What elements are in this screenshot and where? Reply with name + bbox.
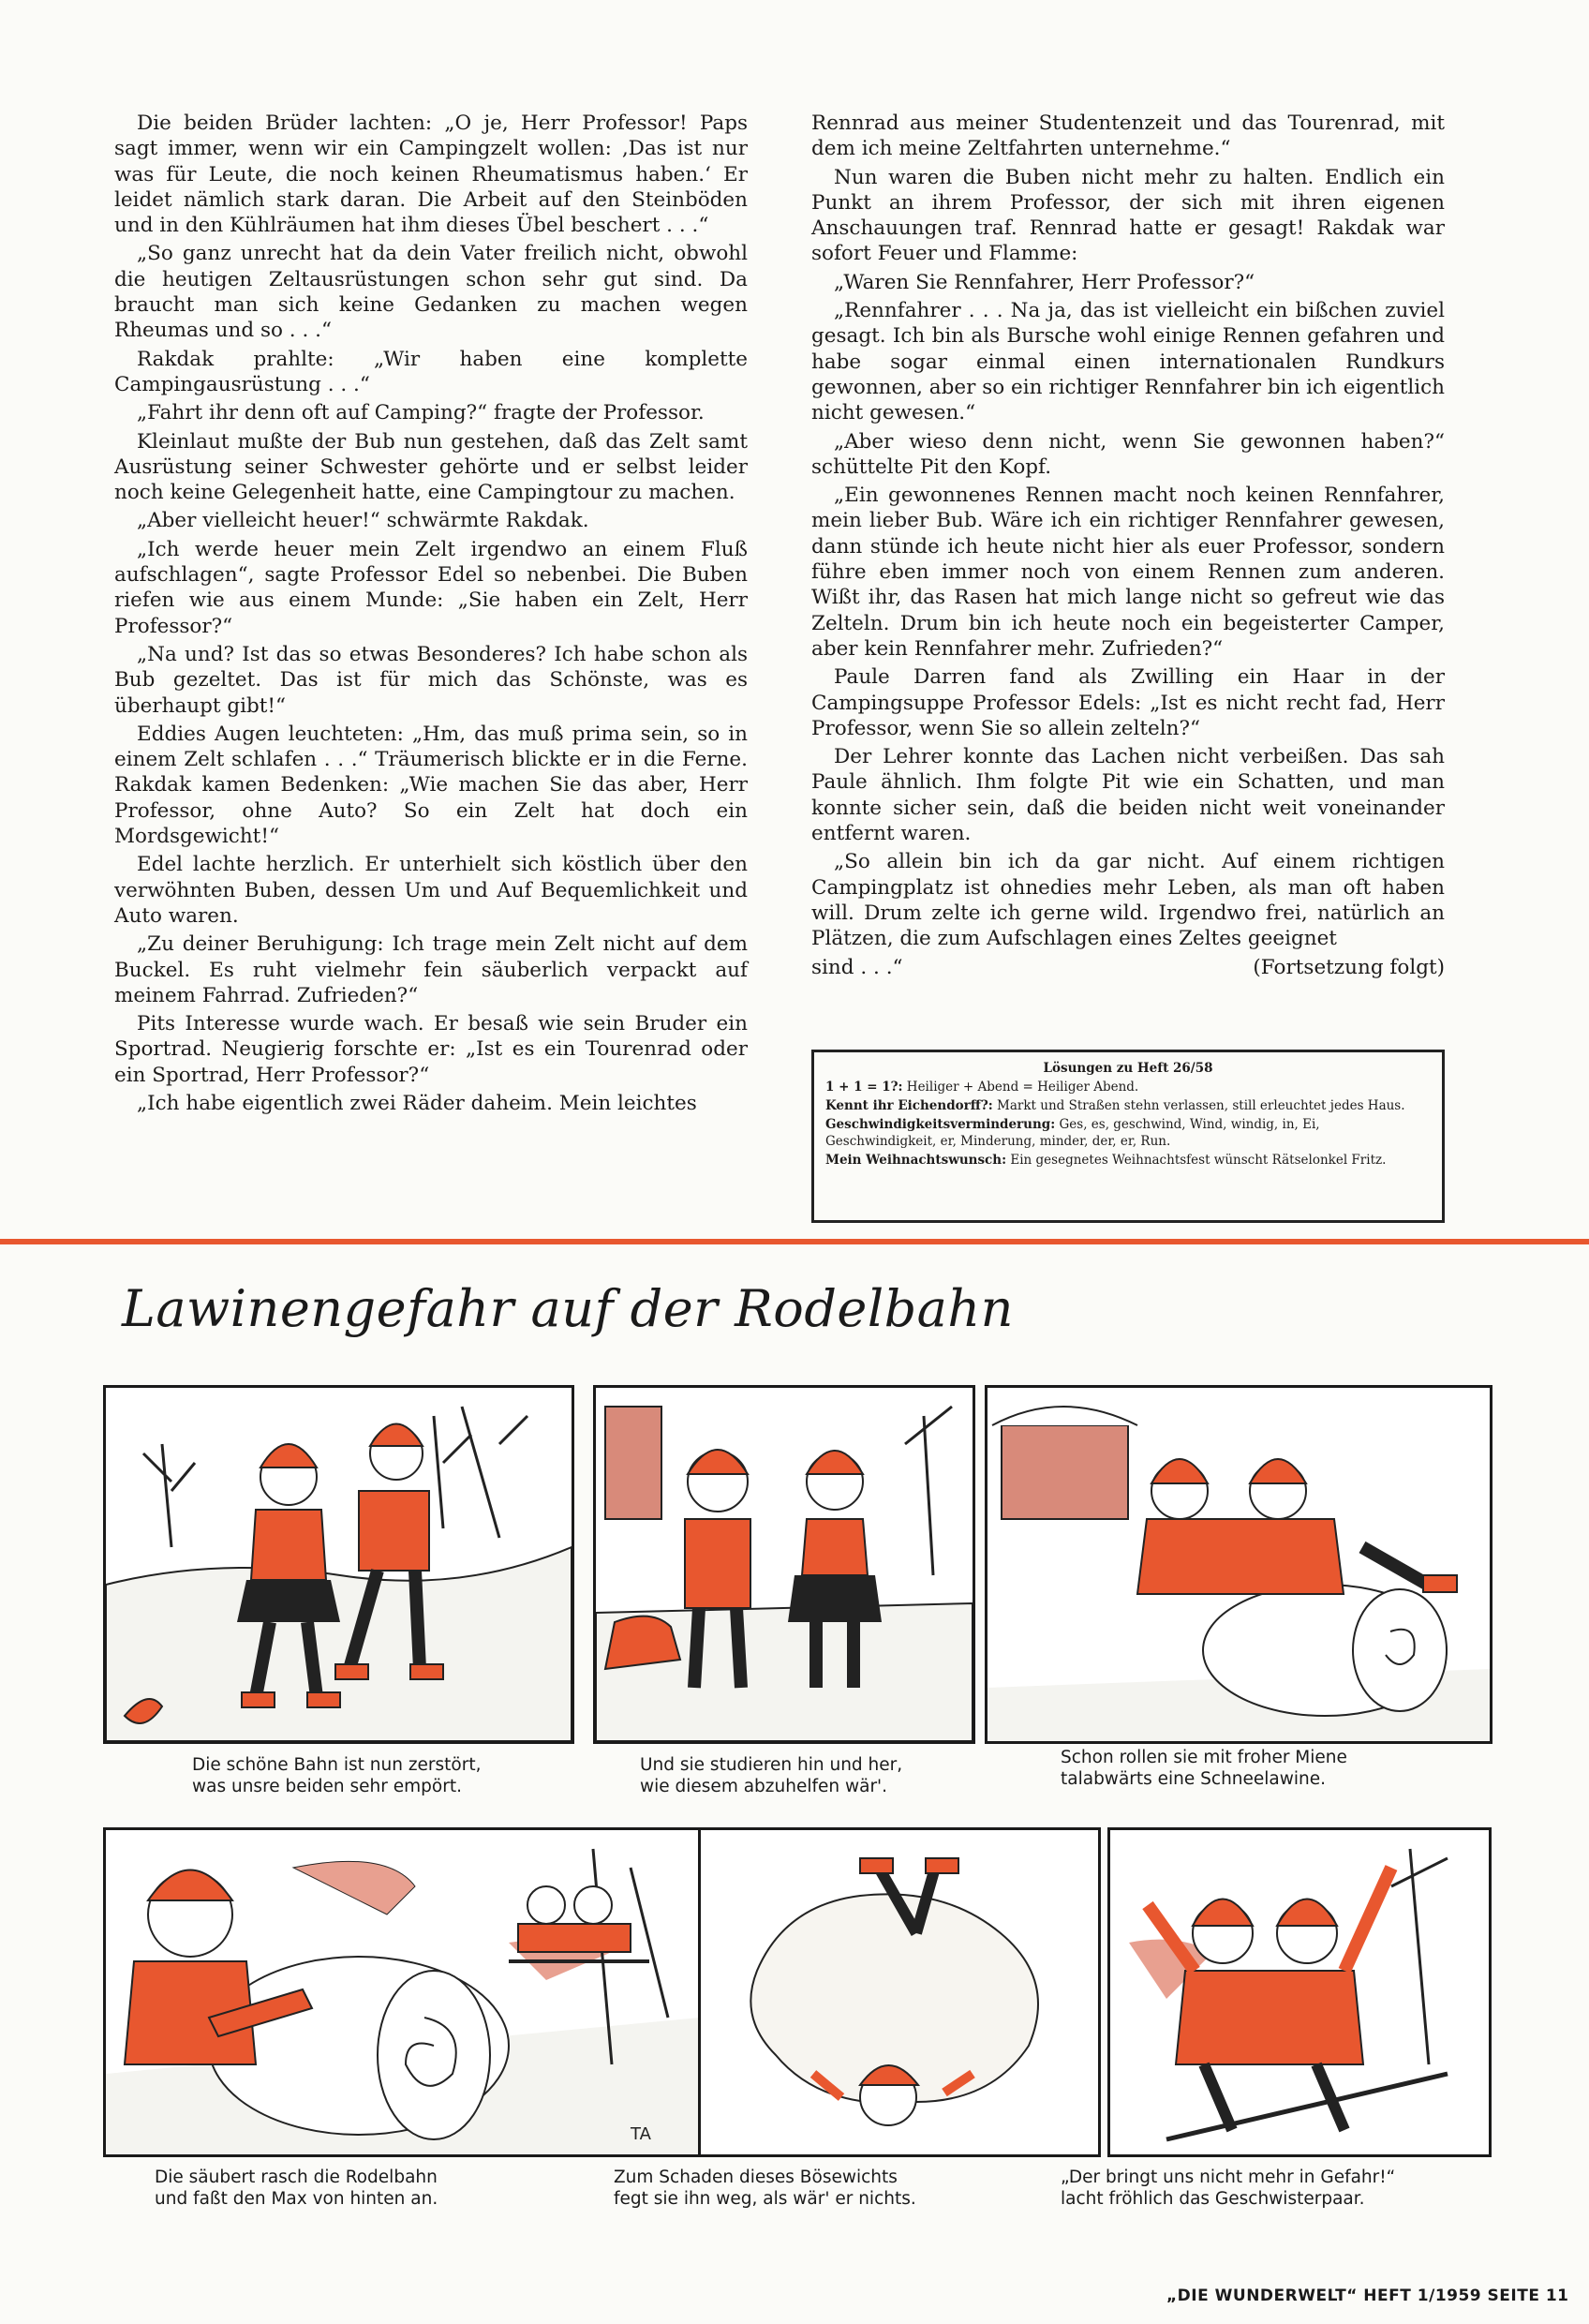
solution-text: Ges, es, geschwind, Wind, windig, in, Ei, Geschwindigkeit, er, Minderung, minder, der, er, Run. — [825, 1117, 1320, 1149]
solution-key: 1 + 1 = 1?: — [825, 1080, 903, 1095]
caption-line: Zum Schaden dieses Bösewichts — [614, 2168, 898, 2187]
caption-line: Schon rollen sie mit froher Miene — [1061, 1748, 1347, 1767]
paragraph: „Na und? Ist das so etwas Besonderes? Ich habe schon als Bub gezeltet. Das ist für mich das Schönste, was es überhaupt gibt!“ — [114, 642, 748, 718]
paragraph: Der Lehrer konnte das Lachen nicht verbeißen. Das sah Paule ähnlich. Ihm folgte Pit wie ein Schatten, und man konnte sicher sein, daß die beiden nicht weit voneinander entfernt waren. — [811, 745, 1445, 846]
solution-item — [825, 1079, 1431, 1095]
article-left-column — [114, 111, 748, 1119]
solution-key: Kennt ihr Eichendorff?: — [825, 1098, 993, 1113]
comic-caption-1 — [192, 1754, 481, 1797]
paragraph: „So ganz unrecht hat da dein Vater freilich nicht, obwohl die heutigen Zeltausrüstungen schon sehr gut sind. Da braucht man sich keine Gedanken zu machen wegen Rheumas und so . . .“ — [114, 242, 748, 343]
caption-line: wie diesem abzuhelfen wär'. — [640, 1777, 888, 1796]
comic-illustration — [596, 1388, 973, 1741]
section-divider — [0, 1239, 1589, 1244]
paragraph: „Rennfahrer . . . Na ja, das ist vielleicht ein bißchen zuviel gesagt. Ich bin als Bursche wohl einige Rennen gefahren und habe sogar einmal einen internationalen Rundkurs gewonnen, aber so ein richtiger Rennfahrer bin ich eigentlich nicht gewesen.“ — [811, 299, 1445, 425]
solution-key: Geschwindigkeitsverminderung: — [825, 1117, 1056, 1132]
caption-line: Und sie studieren hin und her, — [640, 1755, 903, 1775]
comic-caption-2 — [640, 1754, 902, 1797]
solution-item — [825, 1116, 1431, 1150]
comic-caption-3 — [1061, 1747, 1347, 1790]
solutions-box — [811, 1050, 1445, 1223]
comic-caption-4 — [155, 2167, 438, 2210]
paragraph: „Aber vielleicht heuer!“ schwärmte Rakdak. — [137, 509, 589, 533]
comic-caption-5 — [614, 2167, 916, 2210]
comic-illustration — [988, 1388, 1490, 1741]
paragraph: Die beiden Brüder lachten: „O je, Herr Professor! Paps sagt immer, wenn wir ein Campingzelt wollen: ‚Das ist nur was für Leute, die noch keinen Rheumatismus haben.‘ Er leidet nämlich stark daran. Die Arbeit auf den Steinböden und in den Kühlräumen hat ihm dieses Übel beschert . . .“ — [114, 112, 748, 238]
comic-panel-6 — [1107, 1827, 1492, 2157]
comic-panel-3 — [985, 1385, 1492, 1744]
caption-line: und faßt den Max von hinten an. — [155, 2189, 438, 2209]
comic-panel-4 — [103, 1827, 703, 2157]
continuation-line — [811, 955, 1445, 980]
caption-line: was unsre beiden sehr empört. — [192, 1777, 462, 1796]
comic-illustration — [106, 1388, 572, 1741]
comic-illustration — [106, 1830, 700, 2154]
paragraph: „Ich habe eigentlich zwei Räder daheim. Mein leichtes — [137, 1091, 697, 1115]
caption-line: fegt sie ihn weg, als wär' er nichts. — [614, 2189, 916, 2209]
paragraph: „Fahrt ihr denn oft auf Camping?“ fragte der Professor. — [137, 401, 705, 425]
caption-line: lacht fröhlich das Geschwisterpaar. — [1061, 2189, 1365, 2209]
caption-line: „Der bringt uns nicht mehr in Gefahr!“ — [1061, 2168, 1396, 2187]
paragraph: „Waren Sie Rennfahrer, Herr Professor?“ — [834, 270, 1255, 294]
solution-key: Mein Weihnachtswunsch: — [825, 1153, 1007, 1168]
paragraph: Eddies Augen leuchteten: „Hm, das muß prima sein, so in einem Zelt schlafen . . .“ Träumerisch blickte er in die Ferne. Rakdak kamen Bedenken: „Wie machen Sie das aber, Herr Professor, ohne Auto? So ein Zelt hat doch ein Mordsgewicht!“ — [114, 722, 748, 849]
page-footer: „DIE WUNDERWELT“ HEFT 1/1959 SEITE 11 — [1166, 2287, 1569, 2305]
comic-panel-5 — [698, 1827, 1101, 2157]
caption-line: Die schöne Bahn ist nun zerstört, — [192, 1755, 482, 1775]
paragraph: Kleinlaut mußte der Bub nun gestehen, daß das Zelt samt Ausrüstung seiner Schwester gehörte und er selbst leider noch keine Gelegenheit hatte, eine Campingtour zu machen. — [114, 429, 748, 505]
comic-panel-2 — [593, 1385, 975, 1744]
paragraph: Paule Darren fand als Zwilling ein Haar in der Campingsuppe Professor Edels: „Ist es nicht recht fad, Herr Professor, wenn Sie so allein zelteln?“ — [811, 665, 1445, 740]
paragraph: Nun waren die Buben nicht mehr zu halten. Endlich ein Punkt an ihrem Professor, der sich mit ihren eigenen Anschauungen traf. Rennrad hatte er gesagt! Rakdak war sofort Feuer und Flamme: — [811, 165, 1445, 266]
solution-item — [825, 1152, 1431, 1169]
paragraph: „Ein gewonnenes Rennen macht noch keinen Rennfahrer, mein lieber Bub. Wäre ich ein richtiger Rennfahrer gewesen, dann stünde ich heute nicht hier als euer Professor, sondern führe eben immer noch von einem Rennen zum anderen. Wißt ihr, das Rasen hat mich lange nicht so gefreut wie das Zelteln. Drum bin ich heute noch ein begeisterter Camper, aber kein Rennfahrer mehr. Zufrieden?“ — [811, 484, 1445, 661]
paragraph: Rennrad aus meiner Studentenzeit und das Tourenrad, mit dem ich meine Zeltfahrten unternehme.“ — [811, 112, 1445, 161]
paragraph: Pits Interesse wurde wach. Er besaß wie sein Bruder ein Sportrad. Neugierig forschte er: „Ist es ein Tourenrad oder ein Sportrad, Herr Professor?“ — [114, 1012, 748, 1087]
comic-title: Lawinengefahr auf der Rodelbahn — [122, 1279, 1014, 1338]
paragraph: „So allein bin ich da gar nicht. Auf einem richtigen Campingplatz ist ohnedies mehr Leben, als man oft haben will. Drum zelte ich gerne wild. Irgendwo frei, natürlich an Plätzen, die zum Aufschlagen eines Zeltes geeignet — [811, 850, 1445, 951]
paragraph: „Aber wieso denn nicht, wenn Sie gewonnen haben?“ schüttelte Pit den Kopf. — [811, 429, 1445, 479]
solution-item — [825, 1097, 1431, 1114]
caption-line: talabwärts eine Schneelawine. — [1061, 1769, 1327, 1789]
paragraph-end: sind . . .“ — [811, 955, 903, 979]
paragraph: „Zu deiner Beruhigung: Ich trage mein Zelt nicht auf dem Buckel. Es ruht vielmehr fein säuberlich verpackt auf meinem Fahrrad. Zufrieden?“ — [114, 932, 748, 1007]
comic-caption-6 — [1061, 2167, 1395, 2210]
continuation-note: (Fortsetzung folgt) — [1253, 955, 1445, 979]
article-right-column — [811, 111, 1445, 980]
comic-panel-1 — [103, 1385, 574, 1744]
solutions-heading: Lösungen zu Heft 26/58 — [1043, 1061, 1213, 1076]
paragraph: Rakdak prahlte: „Wir haben eine komplette Campingausrüstung . . .“ — [114, 347, 748, 396]
paragraph: Edel lachte herzlich. Er unterhielt sich köstlich über den verwöhnten Buben, dessen Um und Auf Bequemlichkeit und Auto waren. — [114, 853, 748, 928]
comic-illustration — [1110, 1830, 1489, 2154]
artist-signature: TA — [631, 2124, 651, 2144]
comic-illustration — [701, 1830, 1098, 2154]
caption-line: Die säubert rasch die Rodelbahn — [155, 2168, 438, 2187]
solution-text: Heiliger + Abend = Heiliger Abend. — [906, 1080, 1139, 1095]
solution-text: Ein gesegnetes Weihnachtsfest wünscht Rätselonkel Fritz. — [1010, 1153, 1387, 1168]
solution-text: Markt und Straßen stehn verlassen, still erleuchtet jedes Haus. — [997, 1098, 1405, 1113]
paragraph: „Ich werde heuer mein Zelt irgendwo an einem Fluß aufschlagen“, sagte Professor Edel so nebenbei. Die Buben riefen wie aus einem Munde: „Sie haben ein Zelt, Herr Professor?“ — [114, 537, 748, 638]
